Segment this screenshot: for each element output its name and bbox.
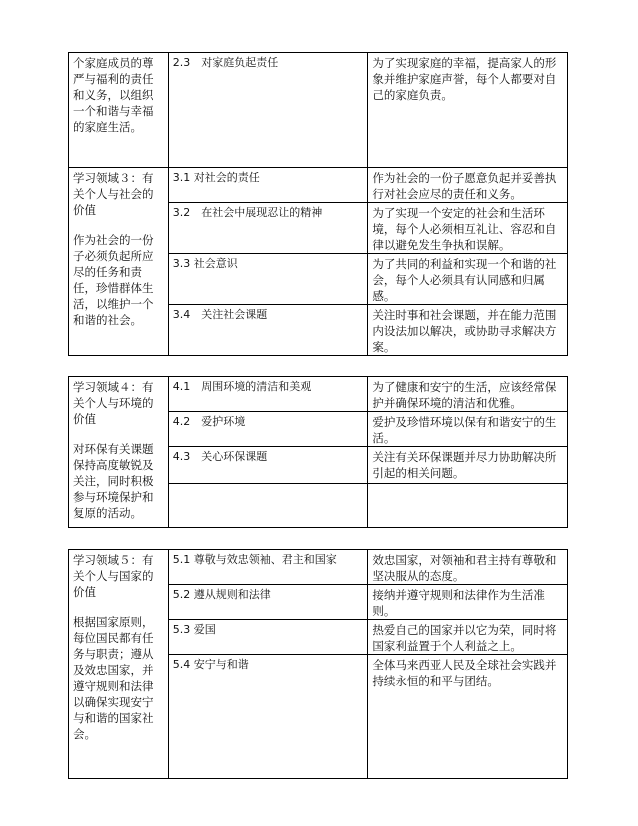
value-description: 全体马来西亚人民及全球社会实践并持续永恒的和平与团结。 [372,658,557,688]
subdomain-label: 5.2 遵从规则和法律 [172,588,271,601]
subdomain-cell [168,168,368,203]
values-table-family [68,52,568,168]
description-cell [368,585,568,620]
values-table-environment [68,376,568,528]
subdomain-label: 2.3 对家庭负起责任 [172,56,279,69]
value-description: 热爱自己的国家并以它为荣，同时将国家利益置于个人利益之上。 [372,623,557,653]
subdomain-cell [168,254,368,305]
subdomain-cell [168,620,368,655]
subdomain-label: 4.3 关心环保课题 [172,450,268,463]
domain-description: 作为社会的一份子必须负起所应尽的任务和责任，珍惜群体生活，以维护一个和谐的社会。 [73,233,154,327]
subdomain-label: 3.3 社会意识 [172,257,238,270]
description-cell [368,620,568,655]
description-cell [368,447,568,484]
description-cell [368,412,568,447]
table-row [69,377,568,412]
subdomain-label: 5.1 尊敬与效忠领袖、君主和国家 [172,553,337,566]
value-description: 爱护及珍惜环境以保有和谐安宁的生活。 [372,415,557,445]
subdomain-label: 3.2 在社会中展现忍让的精神 [172,206,323,219]
table-row [69,53,568,168]
description-cell [368,550,568,585]
description-cell [368,484,568,528]
subdomain-cell [168,412,368,447]
table-row [69,168,568,203]
values-table-society [68,167,568,356]
value-description: 作为社会的一份子愿意负起并妥善执行对社会应尽的责任和义务。 [372,171,557,201]
domain-title: 学习领域５：有关个人与国家的价值 [73,553,154,599]
description-cell [368,305,568,356]
value-description: 为了共同的利益和实现一个和谐的社会，每个人必须具有认同感和归属感。 [372,257,557,303]
domain-title: 学习领域３：有关个人与社会的价值 [73,171,154,217]
value-description: 关注有关环保课题并尽力协助解决所引起的相关问题。 [372,450,557,480]
subdomain-cell [168,305,368,356]
value-description: 为了健康和安宁的生活，应该经常保护并确保环境的清洁和优雅。 [372,380,557,410]
value-description: 关注时事和社会课题，并在能力范围内设法加以解决，或协助寻求解决方案。 [372,308,557,354]
domain-description: 根据国家原则，每位国民都有任务与职责；遵从及效忠国家，并遵守规则和法律以确保实现安宁与和谐的国家社会。 [73,615,154,741]
subdomain-cell [168,203,368,254]
values-table-nation [68,549,568,779]
domain-cell [69,53,169,168]
description-cell [368,53,568,168]
domain-cell [69,168,169,356]
value-description: 效忠国家，对领袖和君主持有尊敬和坚决服从的态度。 [372,553,557,583]
subdomain-cell [168,585,368,620]
domain-description: 对环保有关课题保持高度敏锐及关注，同时积极参与环境保护和复原的活动。 [73,442,154,520]
subdomain-cell [168,655,368,779]
domain-description: 个家庭成员的尊严与福利的责任和义务，以组织一个和谐与幸福的家庭生活。 [73,56,154,134]
value-description: 接纳并遵守规则和法律作为生活准则。 [372,588,545,618]
subdomain-cell [168,377,368,412]
subdomain-label: 4.1 周围环境的清洁和美观 [172,380,312,393]
table-row [69,550,568,585]
description-cell [368,168,568,203]
subdomain-cell [168,53,368,168]
subdomain-label: 3.4 关注社会课题 [172,308,268,321]
domain-title: 学习领域４：有关个人与环境的价值 [73,380,154,426]
description-cell [368,203,568,254]
subdomain-label: 4.2 爱护环境 [172,415,246,428]
subdomain-cell [168,550,368,585]
value-description: 为了实现一个安定的社会和生活环境，每个人必须相互礼让、容忍和自律以避免发生争执和误解。 [372,206,557,252]
description-cell [368,377,568,412]
subdomain-label: 5.4 安宁与和谐 [172,658,249,671]
value-description: 为了实现家庭的幸福，提高家人的形象并维护家庭声誉，每个人都要对自己的家庭负责。 [372,56,557,102]
domain-cell [69,377,169,528]
subdomain-label: 5.3 爱国 [172,623,216,636]
subdomain-label: 3.1 对社会的责任 [172,171,260,184]
subdomain-cell [168,447,368,484]
description-cell [368,655,568,779]
description-cell [368,254,568,305]
domain-cell [69,550,169,779]
subdomain-cell [168,484,368,528]
